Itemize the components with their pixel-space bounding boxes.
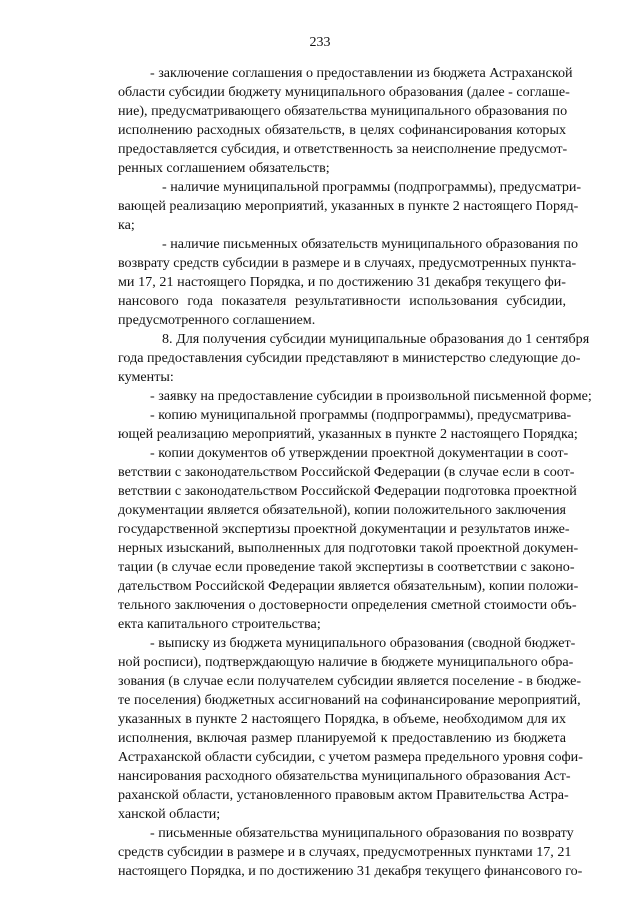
text-line: вающей реализацию мероприятий, указанных в пункте 2 настоящего Поряд- [118,198,579,214]
text-line: ми 17, 21 настоящего Порядка, и по достижению 31 декабря текущего фи- [118,274,566,290]
text-line: - заключение соглашения о предоставлении из бюджета Астраханской [150,65,573,81]
text-line: ханской области; [118,806,221,822]
text-line: 8. Для получения субсидии муниципальные образования до 1 сентября [162,331,590,347]
text-line: - заявку на предоставление субсидии в произвольной письменной форме; [150,388,592,404]
text-line: государственной экспертизы проектной документации и результатов инже- [118,521,570,537]
paragraph-program-copy [118,406,578,444]
text-line: нерных изысканий, выполненных для подготовки такой проектной докумен- [118,540,579,556]
text-line: - копию муниципальной программы (подпрограммы), предусматрива- [150,407,572,423]
text-line: года предоставления субсидии представляют в министерство следующие до- [118,350,581,366]
text-line: области субсидии бюджету муниципального образования (далее - соглаше- [118,84,570,100]
paragraph-program [118,178,582,235]
text-line: - наличие муниципальной программы (подпрограммы), предусматри- [162,179,582,195]
text-line: ющей реализацию мероприятий, указанных в пункте 2 настоящего Порядка; [118,426,578,442]
paragraph-written-obligations [118,824,583,881]
text-line: нансового года показателя результативности использования субсидии, [118,293,566,309]
paragraph-obligations [118,235,579,330]
text-line: ветствии с законодательством Российской Федерации подготовка проектной [118,483,577,499]
text-line: - копии документов об утверждении проектной документации в соот- [150,445,569,461]
text-line: ной росписи), подтверждающую наличие в бюджете муниципального обра- [118,654,574,670]
text-line: ветствии с законодательством Российской Федерации (в случае если в соот- [118,464,575,480]
text-line: исполнения, включая размер планируемой к предоставлению из бюджета [118,730,566,746]
text-line: - выписку из бюджета муниципального образования (сводной бюджет- [150,635,576,651]
paragraph-item-8 [118,330,590,387]
text-line: ренных соглашением обязательств; [118,160,330,176]
document-body [118,64,592,881]
text-line: екта капитального строительства; [118,616,321,632]
text-line: тации (в случае если проведение такой экспертизы в соответствии с законо- [118,559,575,575]
page-number: 233 [309,35,331,50]
text-line: возврату средств субсидии в размере и в случаях, предусмотренных пункта- [118,255,577,271]
text-line: предусмотренного соглашением. [118,312,316,328]
text-line: предоставляется субсидия, и ответственность за неисполнение предусмот- [118,141,568,157]
paragraph-application [118,387,592,406]
text-line: - письменные обязательства муниципального образования по возврату [150,825,574,841]
text-line: кументы: [118,369,174,385]
text-line: - наличие письменных обязательств муниципального образования по [162,236,579,252]
text-line: документации является обязательной), копии положительного заключения [118,502,566,518]
paragraph-budget-extract [118,634,583,824]
paragraph-documents-copies [118,444,579,634]
text-line: тельного заключения о достоверности определения сметной стоимости объ- [118,597,577,613]
text-line: указанных в пункте 2 настоящего Порядка, в объеме, необходимом для их [118,711,566,727]
text-line: зования (в случае если получателем субсидии является поселение - в бюдже- [118,673,582,689]
text-line: Астраханской области субсидии, с учетом размера предельного уровня софи- [118,749,583,765]
text-line: средств субсидии в размере и в случаях, предусмотренных пунктами 17, 21 [118,844,572,860]
text-line: дательством Российской Федерации является обязательным), копии положи- [118,578,579,594]
paragraph-agreement [118,64,573,178]
text-line: раханской области, установленного правовым актом Правительства Астра- [118,787,569,803]
text-line: нансирования расходного обязательства муниципального образования Аст- [118,768,571,784]
text-line: те поселения) бюджетных ассигнований на софинансирование мероприятий, [118,692,581,708]
text-line: исполнению расходных обязательств, в целях софинансирования которых [118,122,566,138]
text-line: настоящего Порядка, и по достижению 31 декабря текущего финансового го- [118,863,583,879]
text-line: ка; [118,217,135,233]
text-line: ние), предусматривающего обязательства муниципального образования по [118,103,568,119]
